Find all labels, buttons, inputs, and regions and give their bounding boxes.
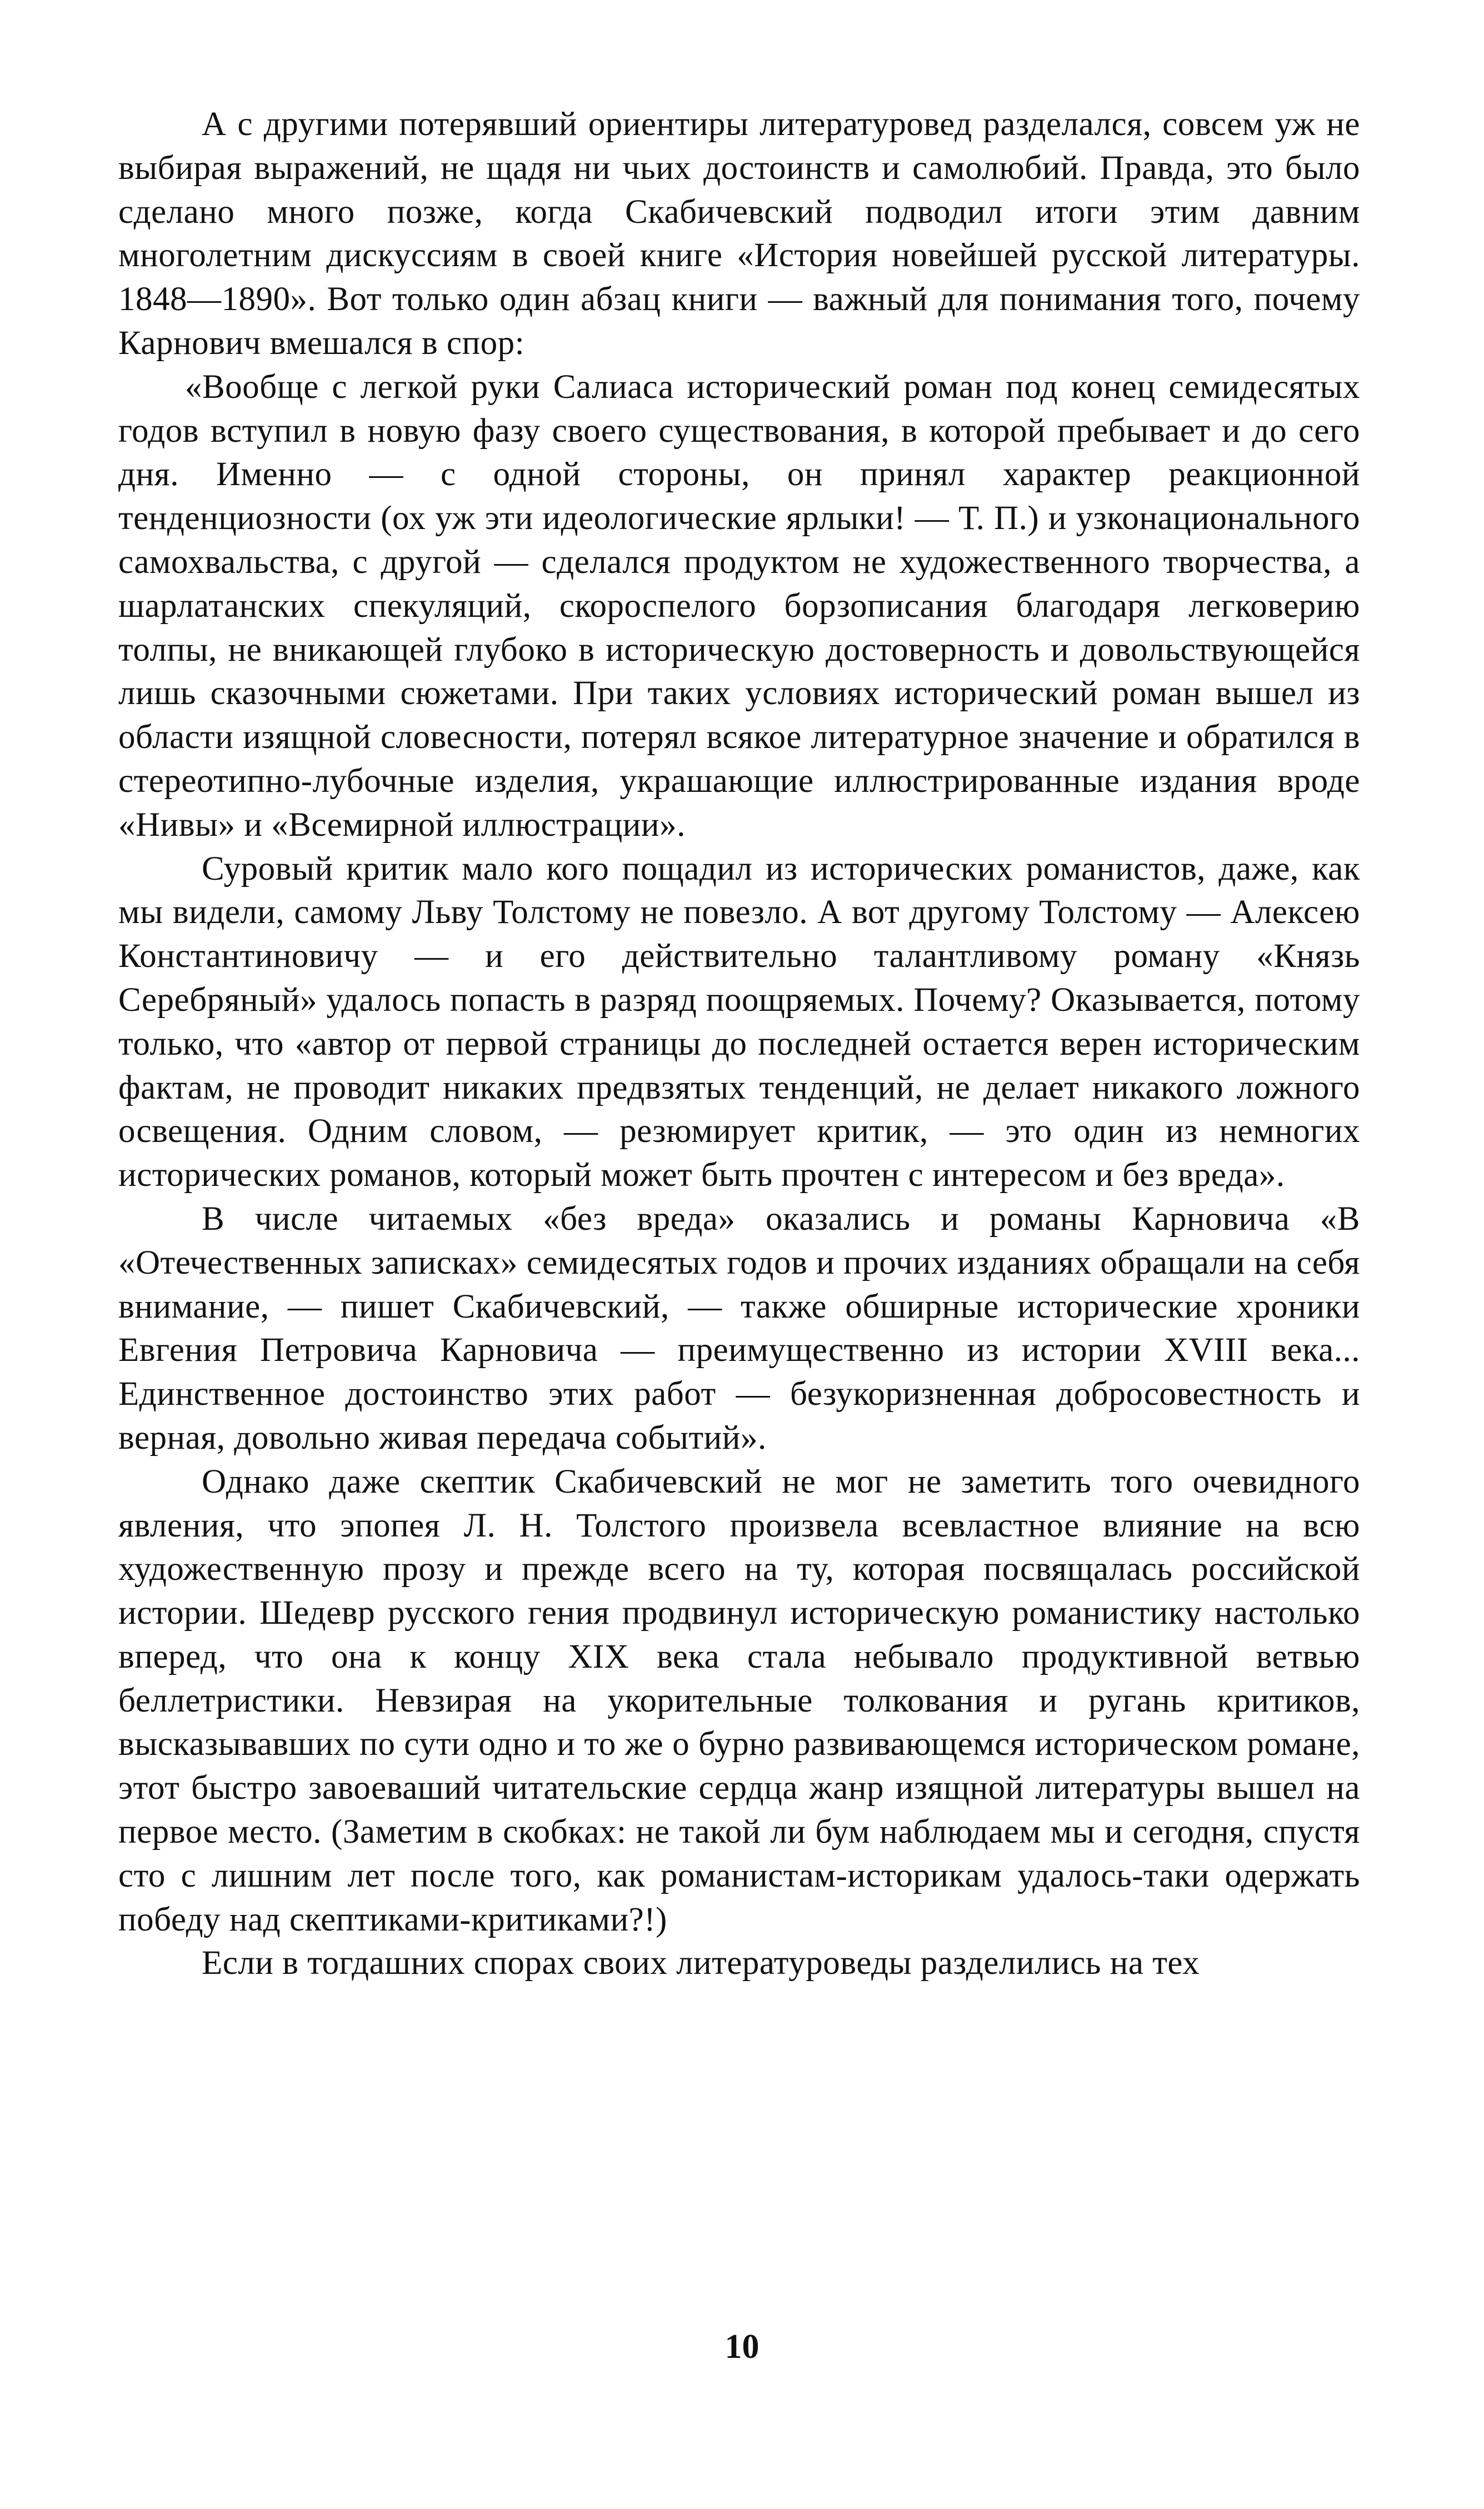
paragraph-5: Однако даже скептик Скабичевский не мог не заметить того очевидного явления, что эпопея Л. Н. Толстого произвела всевластное влияние на всю художественную прозу и прежде всего на ту, которая посвящалась российской истории. Шедевр русского гения продвинул историческую романистику настолько вперед, что она к концу XIX века стала небывало продуктивной ветвью беллетристики. Невзирая на укорительные толкования и ругань критиков, высказывавших по сути одно и то же о бурно развивающемся историческом романе, этот быстро завоеваший читательские сердца жанр изящной литературы вышел на первое место. (Заметим в скобках: не такой ли бум наблюдаем мы и сегодня, спустя сто с лишним лет после того, как романистам-историкам удалось-таки одержать победу над скептиками-критиками?!) [118,1463,1360,1938]
page-number: 10 [724,2328,760,2366]
paragraph-1: А с другими потерявший ориентиры литературовед разделался, совсем уж не выбирая выражений, не щадя ни чьих достоинств и самолюбий. Правда, это было сделано много позже, когда Скабичевский подводил итоги этим давним многолетним дискуссиям в своей книге «История новейшей русской литературы. 1848—1890». Вот только один абзац книги — важный для понимания того, почему Карнович вмешался в спор: [118,106,1360,362]
paragraph-quote: «Вообще с легкой руки Салиаса исторический роман под конец семидесятых годов вступил в новую фазу своего существования, в которой пребывает и до сего дня. Именно — с одной стороны, он принял характер реакционной тенденциозности (ох уж эти идеологические ярлыки! — Т. П.) и узконационального самохвальства, с другой — сделался продуктом не художественного творчества, а шарлатанских спекуляций, скороспелого борзописания благодаря легковерию толпы, не вникающей глубоко в историческую достоверность и довольствующейся лишь сказочными сюжетами. При таких условиях исторический роман вышел из области изящной словесности, потерял всякое литературное значение и обратился в стереотипно-лубочные изделия, украшающие иллюстрированные издания вроде «Нивы» и «Всемирной иллюстрации». [118,368,1360,844]
paragraph-4: В числе читаемых «без вреда» оказались и романы Карновича «В «Отечественных записках» семидесятых годов и прочих изданиях обращали на себя внимание, — пишет Скабичевский, — также обширные исторические хроники Евгения Петровича Карновича — преимущественно из истории XVIII века... Единственное достоинство этих работ — безукоризненная добросовестность и верная, довольно живая передача событий». [118,1200,1360,1456]
paragraph-3: Суровый критик мало кого пощадил из исторических романистов, даже, как мы видели, самому Льву Толстому не повезло. А вот другому Толстому — Алексею Константиновичу — и его действительно талантливому роману «Князь Серебряный» удалось попасть в разряд поощряемых. Почему? Оказывается, потому только, что «автор от первой страницы до последней остается верен историческим фактам, не проводит никаких предвзятых тенденций, не делает никакого ложного освещения. Одним словом, — резюмирует критик, — это один из немногих исторических романов, который может быть прочтен с интересом и без вреда». [118,850,1360,1194]
page-body [118,103,1360,1986]
paragraph-6: Если в тогдашних спорах своих литературоведы разделились на тех [202,1944,1200,1982]
